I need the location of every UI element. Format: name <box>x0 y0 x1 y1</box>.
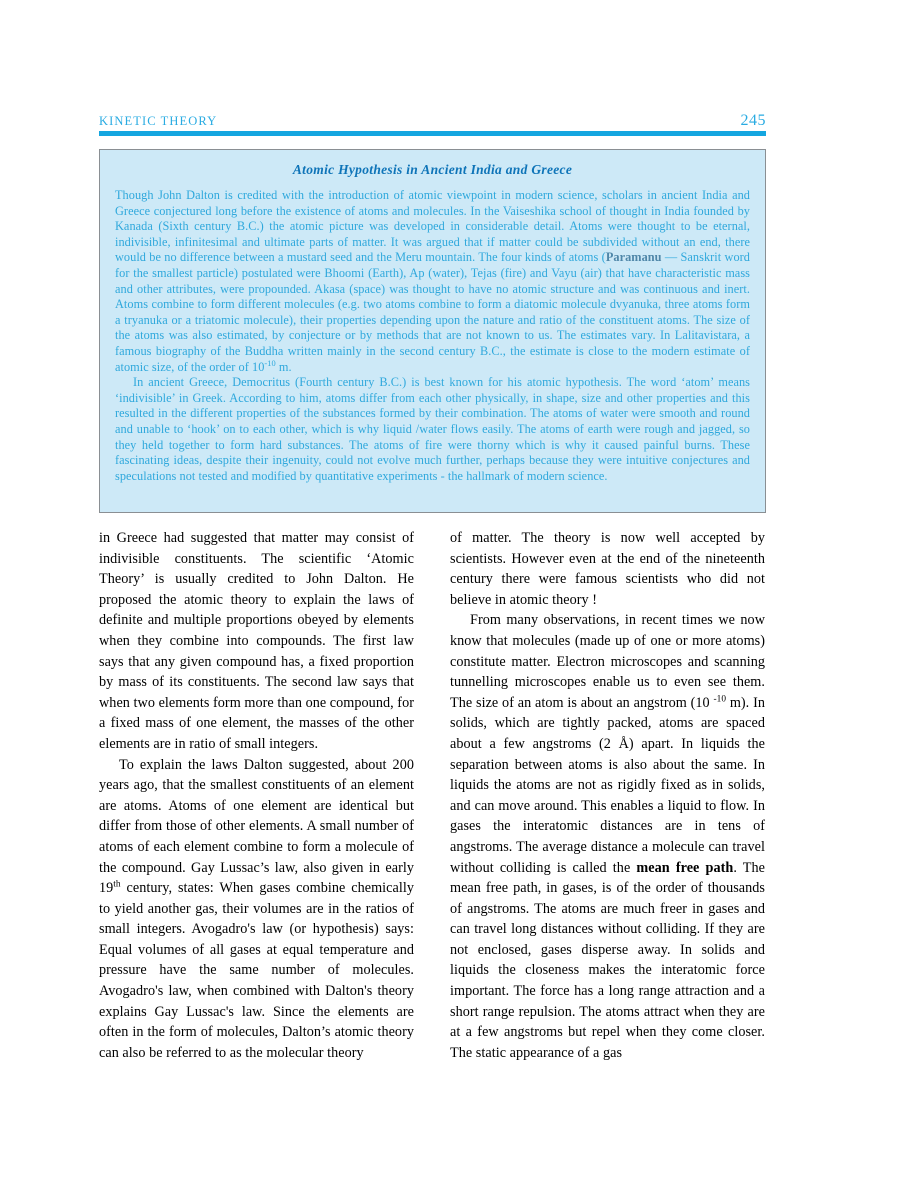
right-paragraph-2 <box>450 610 765 1063</box>
box-exponent: -10 <box>264 358 276 368</box>
box-paragraph-2: In ancient Greece, Democritus (Fourth century B.C.) is best known for his atomic hypothesis. The word ‘atom’ means ‘indivisible’ in Greek. According to him, atoms differ from each other physically, in shape, size and other properties and this resulted in the different properties of the substances formed by their combination. The atoms of water were smooth and round and unable to ‘hook’ on to each other, which is why liquid /water flows easily. The atoms of earth were rough and jagged, so they held together to form hard substances. The atoms of fire were thorny which is why it caused painful burns. These fascinating ideas, despite their ingenuity, could not evolve much further, perhaps because they were intuitive conjectures and speculations not tested and modified by quantitative experiments - the hallmark of modern science. <box>115 375 750 483</box>
body-columns <box>99 528 766 1061</box>
chapter-title: KINETIC THEORY <box>99 114 218 128</box>
ordinal-suffix: th <box>113 879 121 890</box>
atomic-hypothesis-box <box>99 149 766 513</box>
angstrom-exponent: -10 <box>713 694 727 705</box>
left-column <box>99 528 414 1061</box>
right-column <box>450 528 765 1061</box>
right-paragraph-2-part-b: m). In solids, which are tightly packed, atoms are spaced about a few angstroms (2 Å) apart. In liquids the separation between atoms is also about the same. In liquids the atoms are not as rigidly fixed as in solids, and can move around. This enables a liquid to flow. In gases the interatomic distances are in tens of angstroms. The average distance a molecule can travel without colliding is called the <box>450 694 765 876</box>
page-number: 245 <box>740 112 766 129</box>
left-paragraph-2-part-b: century, states: When gases combine chemically to yield another gas, their volumes are in the ratios of small integers. Avogadro's law (or hypothesis) says: Equal volumes of all gases at equal temperature and pressure have the same number of molecules. Avogadro's law, when combined with Dalton's theory explains Gay Lussac's law. Since the elements are often in the form of molecules, Dalton’s atomic theory can also be referred to as the molecular theory <box>99 880 414 1061</box>
left-paragraph-1: in Greece had suggested that matter may consist of indivisible constituents. The scientific ‘Atomic Theory’ is usually credited to John Dalton. He proposed the atomic theory to explain the laws of definite and multiple proportions obeyed by elements when they combine into compounds. The first law says that any given compound has, a fixed proportion by mass of its constituents. The second law says that when two elements form more than one compound, for a fixed mass of one element, the masses of the other elements are in ratio of small integers. <box>99 530 414 752</box>
box-paragraph-1-part-a: Though John Dalton is credited with the introduction of atomic viewpoint in modern science, scholars in ancient India and Greece conjectured long before the existence of atoms and molecules. In the Vaiseshika school of thought in India founded by Kanada (Sixth century B.C.) the atomic picture was developed in considerable detail. Atoms were thought to be eternal, indivisible, infinitesimal and ultimate parts of matter. It was argued that if matter could be subdivided without an end, there would be no difference between a mustard seed and the Meru mountain. The four kinds of atoms ( <box>115 188 750 265</box>
right-paragraph-2-part-c: . The mean free path, in gases, is of the order of thousands of angstroms. The atoms are much freer in gases and can travel long distances without colliding. If they are not enclosed, gases disperse away. In solids and liquids the closeness makes the interatomic force important. The force has a long range attraction and a short range repulsion. The atoms attract when they are at a few angstroms but repel when they come closer. The static appearance of a gas <box>450 859 765 1061</box>
paramanu-term: Paramanu <box>605 250 662 265</box>
box-paragraph-1-part-b: — Sanskrit word for the smallest particle) postulated were Bhoomi (Earth), Ap (water), Tejas (fire) and Vayu (air) that have characteristic mass and other attributes, were propounded. Akasa (space) was thought to have no atomic structure and was continuous and inert. Atoms combine to form different molecules (e.g. two atoms combine to form a diatomic molecule dvyanuka, three atoms form a tryanuka or a triatomic molecule), their properties depending upon the nature and ratio of the constituent atoms. The size of the atoms was also estimated, by conjecture or by methods that are not known to us. The estimates vary. In Lalitavistara, a famous biography of the Buddha written mainly in the second century B.C., the estimate is close to the modern estimate of atomic size, of the order of 10 <box>115 250 750 374</box>
mean-free-path-term: mean free path <box>636 859 734 876</box>
running-head <box>99 112 766 130</box>
box-title: Atomic Hypothesis in Ancient India and Greece <box>292 162 573 177</box>
left-paragraph-2 <box>99 755 414 1064</box>
left-paragraph-2-part-a: To explain the laws Dalton suggested, about 200 years ago, that the smallest constituents of an element are atoms. Atoms of one element are identical but differ from those of other elements. A small number of atoms of each element combine to form a molecule of the compound. Gay Lussac’s law, also given in early 19 <box>99 756 414 897</box>
box-paragraph-1 <box>115 188 750 375</box>
box-paragraph-1-part-c: m. <box>275 359 292 374</box>
header-rule <box>99 131 766 136</box>
right-paragraph-1: of matter. The theory is now well accepted by scientists. However even at the end of the nineteenth century there were famous scientists who did not believe in atomic theory ! <box>450 530 765 608</box>
right-paragraph-2-part-a: From many observations, in recent times we now know that molecules (made up of one or more atoms) constitute matter. Electron microscopes and scanning tunnelling microscopes enable us to even see them. The size of an atom is about an angstrom (10 <box>450 612 765 711</box>
